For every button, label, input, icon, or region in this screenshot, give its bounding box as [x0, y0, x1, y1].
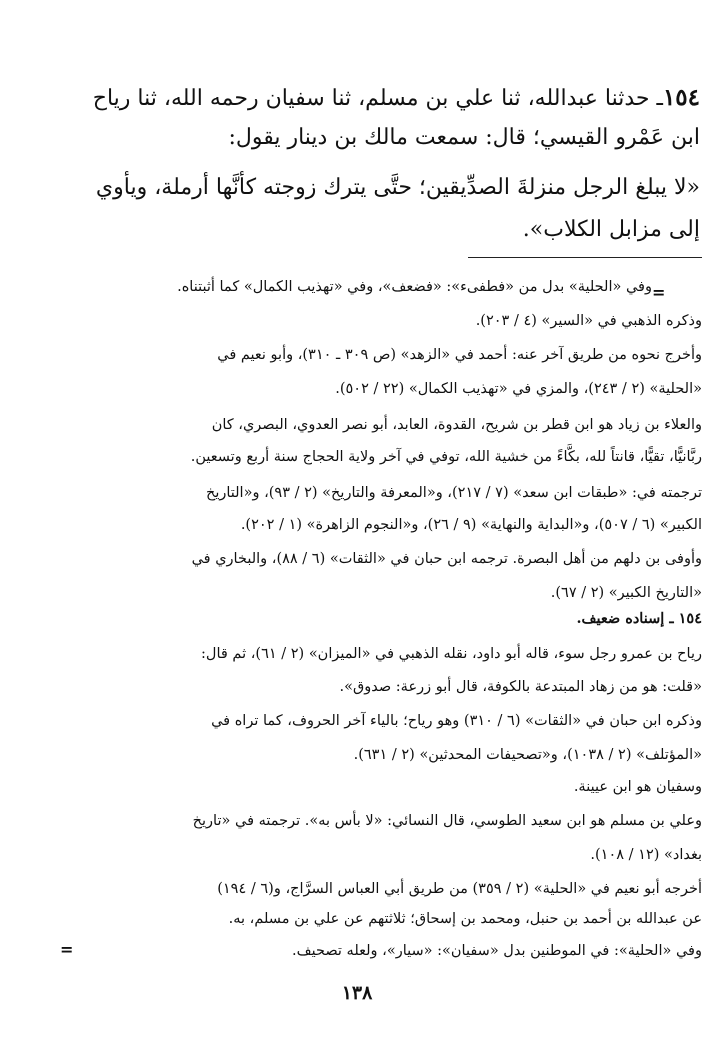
footnote-line: «قلت: هو من زهاد المبتدعة بالكوفة، قال أبو زرعة: صدوق». — [339, 679, 702, 695]
continuation-mark-top: = — [652, 283, 666, 302]
footnote-line: «المؤتلف» (٢ / ١٠٣٨)، و«تصحيفات المحدثين» (٢ / ٦٣١). — [353, 747, 702, 763]
footnote-line: وسفيان هو ابن عيينة. — [573, 779, 702, 795]
page-number: ١٣٨ — [341, 982, 373, 1004]
footnote-line: أخرجه أبو نعيم في «الحلية» (٢ / ٣٥٩) من طريق أبي العباس السرَّاج، و(٦ / ١٩٤) — [217, 881, 702, 897]
footnote-line: بغداد» (١٢ / ١٠٨). — [590, 847, 702, 863]
footnote-heading: ١٥٤ ـ إسناده ضعيف. — [576, 610, 702, 627]
main-text-line-2: ابن عَمْرو القيسي؛ قال: سمعت مالك بن دينار يقول: — [228, 125, 700, 150]
footnote-line: «التاريخ الكبير» (٢ / ٦٧). — [550, 585, 702, 601]
footnote-line: وذكره الذهبي في «السير» (٤ / ٢٠٣). — [475, 313, 702, 329]
hadith-number: ١٥٤ — [662, 84, 700, 111]
footnote-line: رياح بن عمرو رجل سوء، قاله أبو داود، نقله الذهبي في «الميزان» (٢ / ٦١)، ثم قال: — [201, 646, 702, 662]
footnote-line: وفي «الحلية»: في الموطنين بدل «سفيان»: «سيار»، ولعله تصحيف. — [291, 943, 702, 959]
footnote-line: «الحلية» (٢ / ٢٤٣)، والمزي في «تهذيب الكمال» (٢٢ / ٥٠٢). — [335, 381, 702, 397]
continuation-mark-bottom: = — [60, 940, 74, 959]
footnote-line: وأخرج نحوه من طريق آخر عنه: أحمد في «الزهد» (ص ٣٠٩ ـ ٣١٠)، وأبو نعيم في — [217, 347, 702, 363]
footnote-line: وأوفى بن دلهم من أهل البصرة. ترجمه ابن حبان في «الثقات» (٦ / ٨٨)، والبخاري في — [191, 551, 702, 567]
footnote-divider — [468, 257, 702, 258]
main-text-line-3: «لا يبلغ الرجل منزلةَ الصدِّيقين؛ حتَّى يترك زوجته كأنَّها أرملة، ويأوي — [95, 175, 700, 200]
footnote-line: ترجمته في: «طبقات ابن سعد» (٧ / ٢١٧)، و«المعرفة والتاريخ» (٢ / ٩٣)، و«التاريخ — [205, 485, 702, 501]
footnote-line: وفي «الحلية» بدل من «فطفىء»: «فضعف»، وفي «تهذيب الكمال» كما أثبتناه. — [177, 279, 652, 295]
main-text-line-1 — [70, 78, 700, 119]
footnote-line: ربَّانيًّا، تقيًّا، قانتاً لله، بكَّاءً من خشية الله، توفي في آخر ولاية الحجاج سنة أربع وتسعين. — [190, 449, 702, 465]
footnote-line: وعلي بن مسلم هو ابن سعيد الطوسي، قال النسائي: «لا بأس به». ترجمته في «تاريخ — [192, 813, 702, 829]
footnote-line: عن عبدالله بن أحمد بن حنبل، ومحمد بن إسحاق؛ ثلاثتهم عن علي بن مسلم، به. — [228, 911, 702, 927]
main-text-line-4: إلى مزابل الكلاب». — [522, 217, 700, 242]
footnote-line: وذكره ابن حبان في «الثقات» (٦ / ٣١٠) وهو رياح؛ بالياء آخر الحروف، كما تراه في — [211, 713, 702, 729]
main-text-line-1-body: ـ حدثنا عبدالله، ثنا علي بن مسلم، ثنا سفيان رحمه الله، ثنا رياح — [92, 86, 663, 111]
footnote-line: والعلاء بن زياد هو ابن قطر بن شريح، القدوة، العابد، أبو نصر العدوي، البصري، كان — [211, 417, 702, 433]
footnote-line: الكبير» (٦ / ٥٠٧)، و«البداية والنهاية» (٩ / ٢٦)، و«النجوم الزاهرة» (١ / ٢٠٢). — [240, 517, 702, 533]
